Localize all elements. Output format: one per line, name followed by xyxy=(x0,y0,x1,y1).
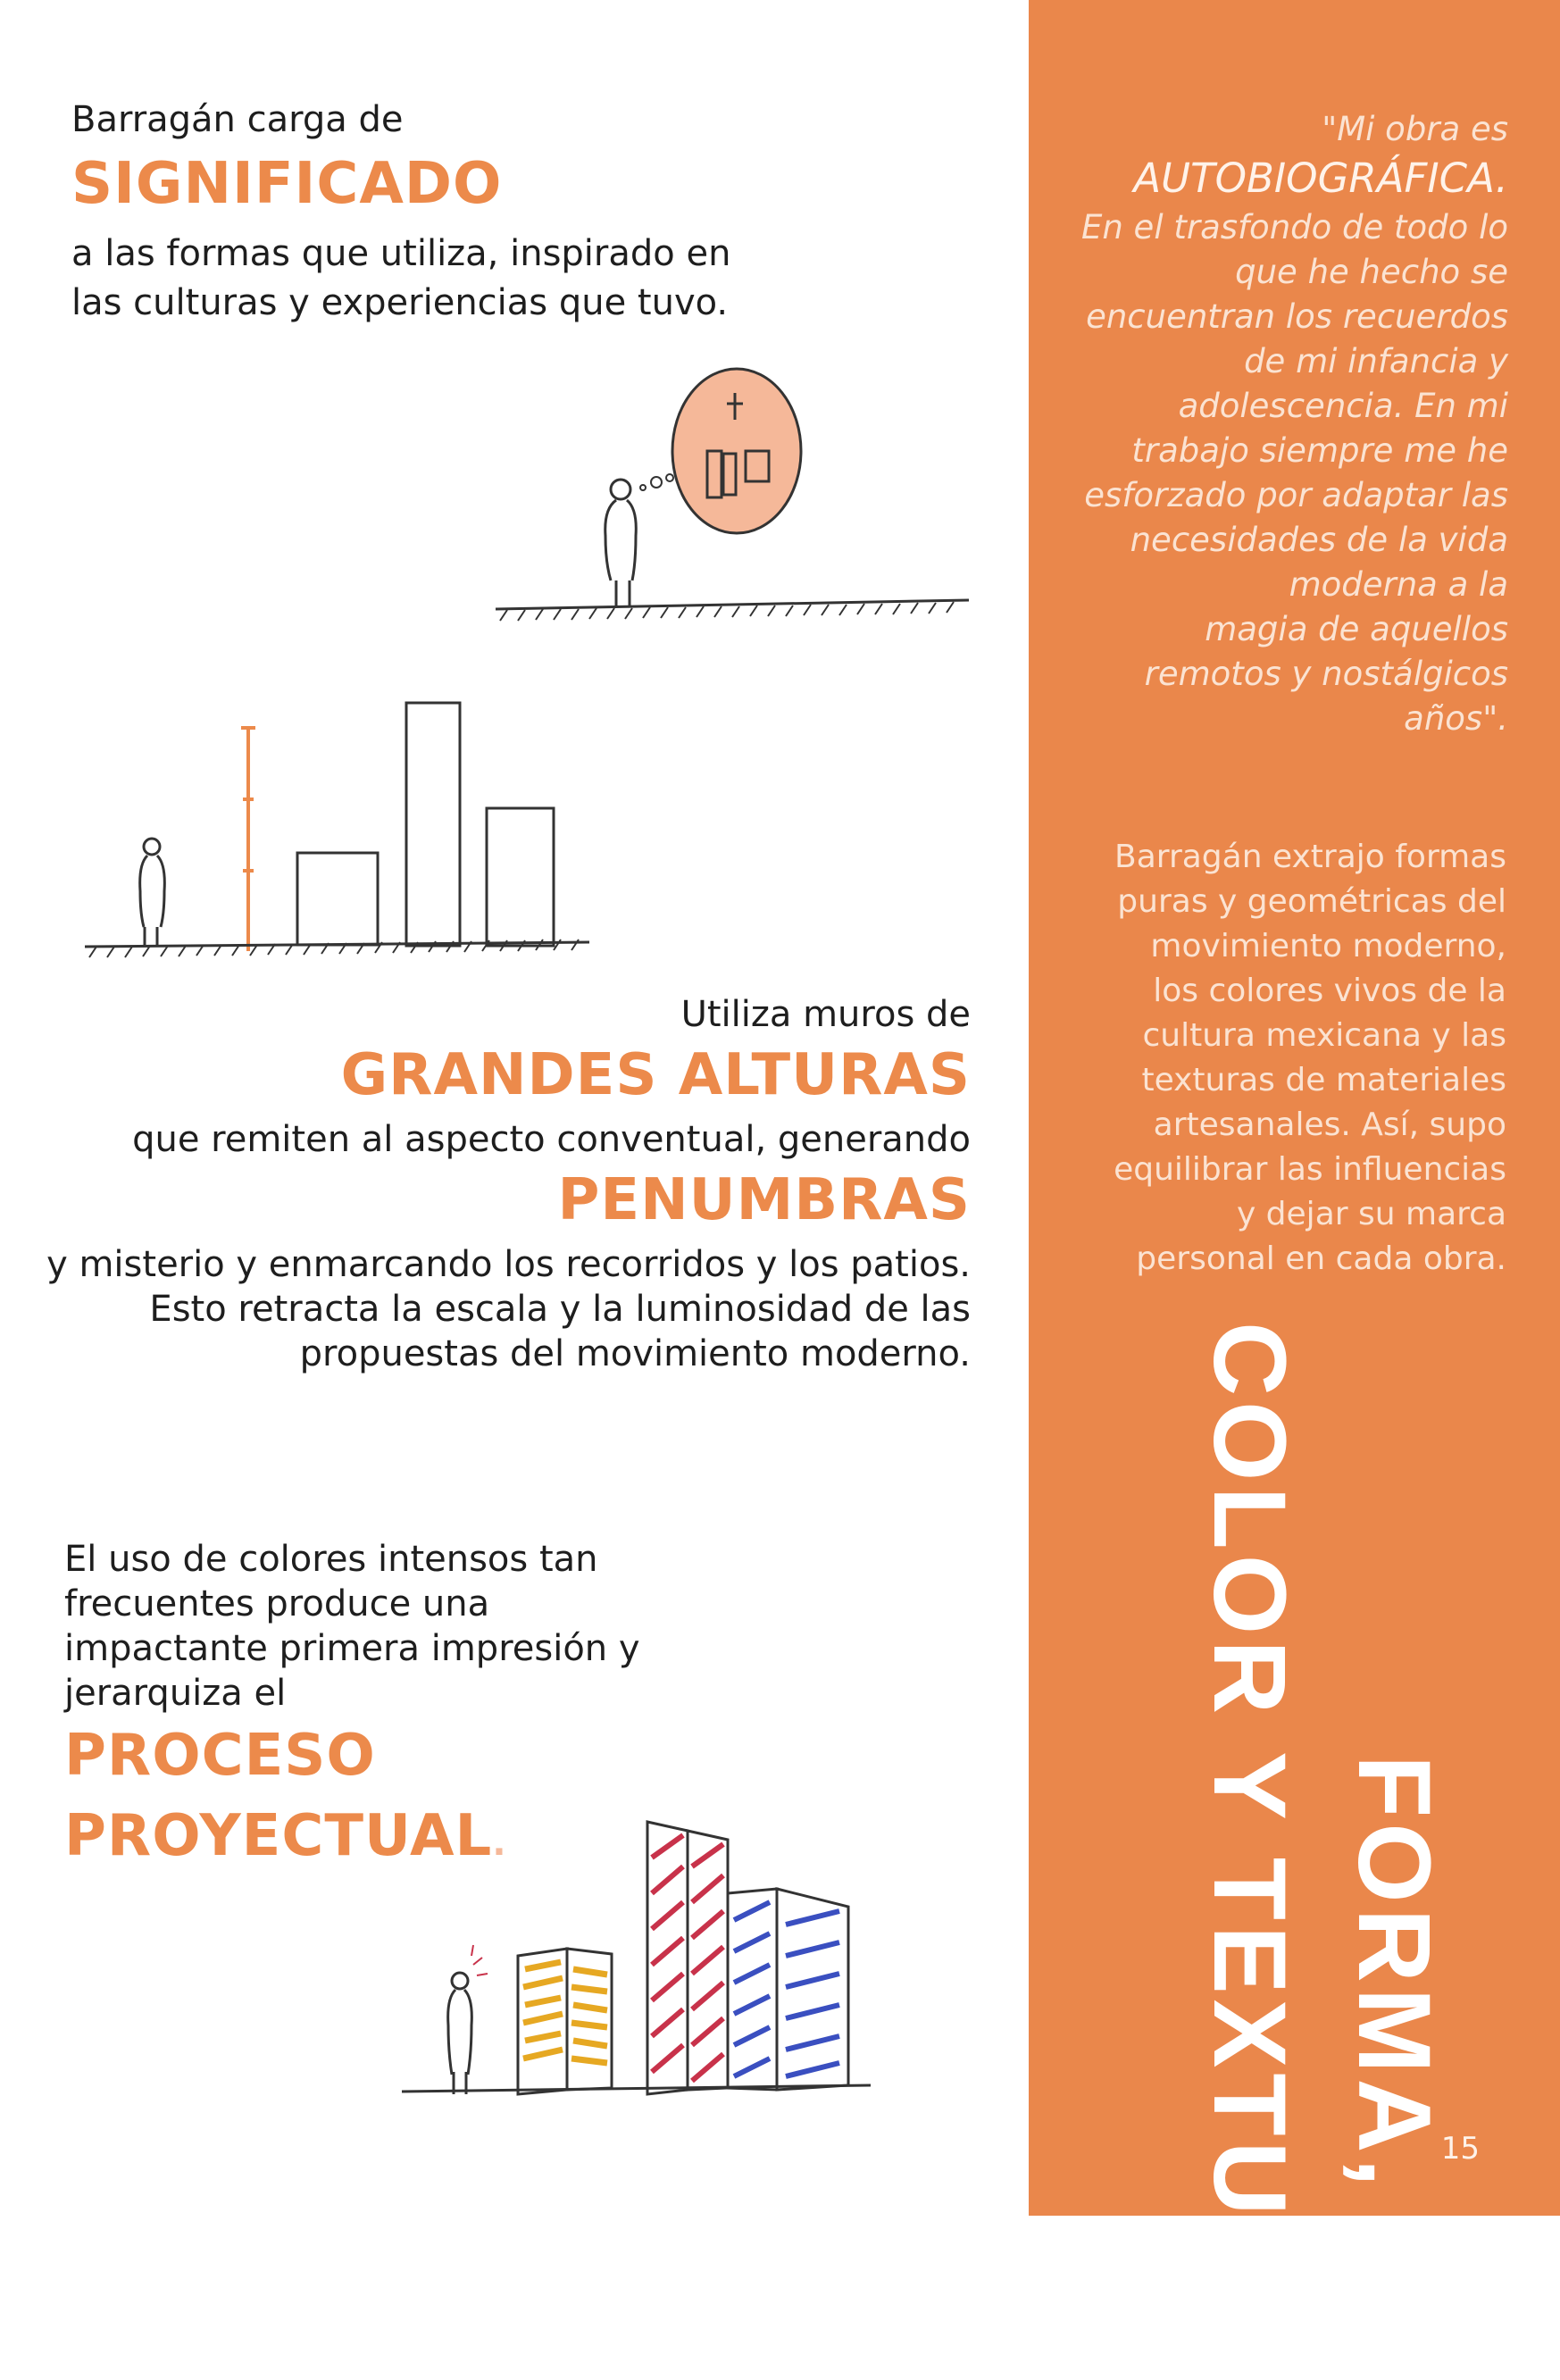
sidebar-quote xyxy=(1044,107,1508,741)
quote-line: remotos y nostálgicos xyxy=(1144,655,1508,693)
section2-middle: que remiten al aspecto conventual, generando xyxy=(132,1119,971,1160)
quote-line: esforzado por adaptar las xyxy=(1084,476,1508,514)
section3-highlight2: PROYECTUAL xyxy=(64,1803,493,1869)
sidebar-body-line: cultura mexicana y las xyxy=(1142,1017,1506,1054)
sidebar-panel xyxy=(1029,0,1560,2380)
sidebar-body-line: artesanales. Así, supo xyxy=(1153,1106,1506,1143)
quote-line: magia de aquellos xyxy=(1205,610,1508,648)
quote-line: encuentran los recuerdos xyxy=(1086,297,1508,336)
section2-highlight1: GRANDES ALTURAS xyxy=(340,1042,971,1108)
sidebar-body xyxy=(1042,835,1506,1282)
section3-line3: impactante primera impresión y xyxy=(64,1628,640,1669)
sidebar-body-line: personal en cada obra. xyxy=(1136,1240,1506,1277)
section3-line2: frecuentes produce una xyxy=(64,1583,490,1624)
sidebar-body-line: texturas de materiales xyxy=(1141,1062,1506,1098)
sidebar-body-line: Barragán extrajo formas xyxy=(1114,839,1506,875)
quote-highlight: AUTOBIOGRÁFICA. xyxy=(1133,154,1508,202)
quote-line: que he hecho se xyxy=(1235,253,1508,291)
quote-line: En el trasfondo de todo lo xyxy=(1080,208,1508,246)
section3-highlight1: PROCESO xyxy=(64,1723,376,1789)
quote-line: trabajo siempre me he xyxy=(1131,431,1508,470)
quote-line: necesidades de la vida xyxy=(1130,521,1508,559)
sidebar-body-line: equilibrar las influencias xyxy=(1114,1151,1506,1188)
sidebar-body-line: movimiento moderno, xyxy=(1150,928,1506,965)
quote-line: de mi infancia y xyxy=(1244,342,1508,380)
section2-intro: Utiliza muros de xyxy=(680,994,971,1035)
sketch-person-memory xyxy=(482,366,982,634)
quote-line: años". xyxy=(1404,699,1508,738)
section1-intro: Barragán carga de xyxy=(71,99,404,140)
quote-open: "Mi obra es xyxy=(1322,110,1508,148)
sidebar-body-line: puras y geométricas del xyxy=(1117,883,1506,920)
section3-line4: jerarquiza el xyxy=(64,1673,287,1714)
section1-highlight: SIGNIFICADO xyxy=(71,151,503,217)
sketch-tall-walls xyxy=(71,688,598,973)
section2-highlight2: PENUMBRAS xyxy=(557,1167,971,1233)
section1-line2: las culturas y experiencias que tuvo. xyxy=(71,282,729,323)
page-number: 15 xyxy=(1440,2131,1480,2167)
quote-line: adolescencia. En mi xyxy=(1178,387,1508,425)
section2-line3: propuestas del movimiento moderno. xyxy=(299,1333,971,1374)
section3-dot: . xyxy=(492,1823,507,1864)
vertical-title-line1: FORMA, xyxy=(1337,1755,1451,2192)
quote-line: moderna a la xyxy=(1289,565,1508,604)
sidebar-body-line: los colores vivos de la xyxy=(1153,973,1506,1009)
section3-line1: El uso de colores intensos tan xyxy=(64,1539,598,1580)
section2-line2: Esto retracta la escala y la luminosidad de las xyxy=(149,1289,971,1330)
section2-line1: y misterio y enmarcando los recorridos y los patios. xyxy=(46,1244,971,1285)
sketch-colored-walls xyxy=(384,1804,884,2108)
section1-line1: a las formas que utiliza, inspirado en xyxy=(71,233,731,274)
vertical-title-line2: COLOR Y TEXTURA xyxy=(1192,1322,1306,2380)
sidebar-body-line: y dejar su marca xyxy=(1236,1196,1506,1232)
